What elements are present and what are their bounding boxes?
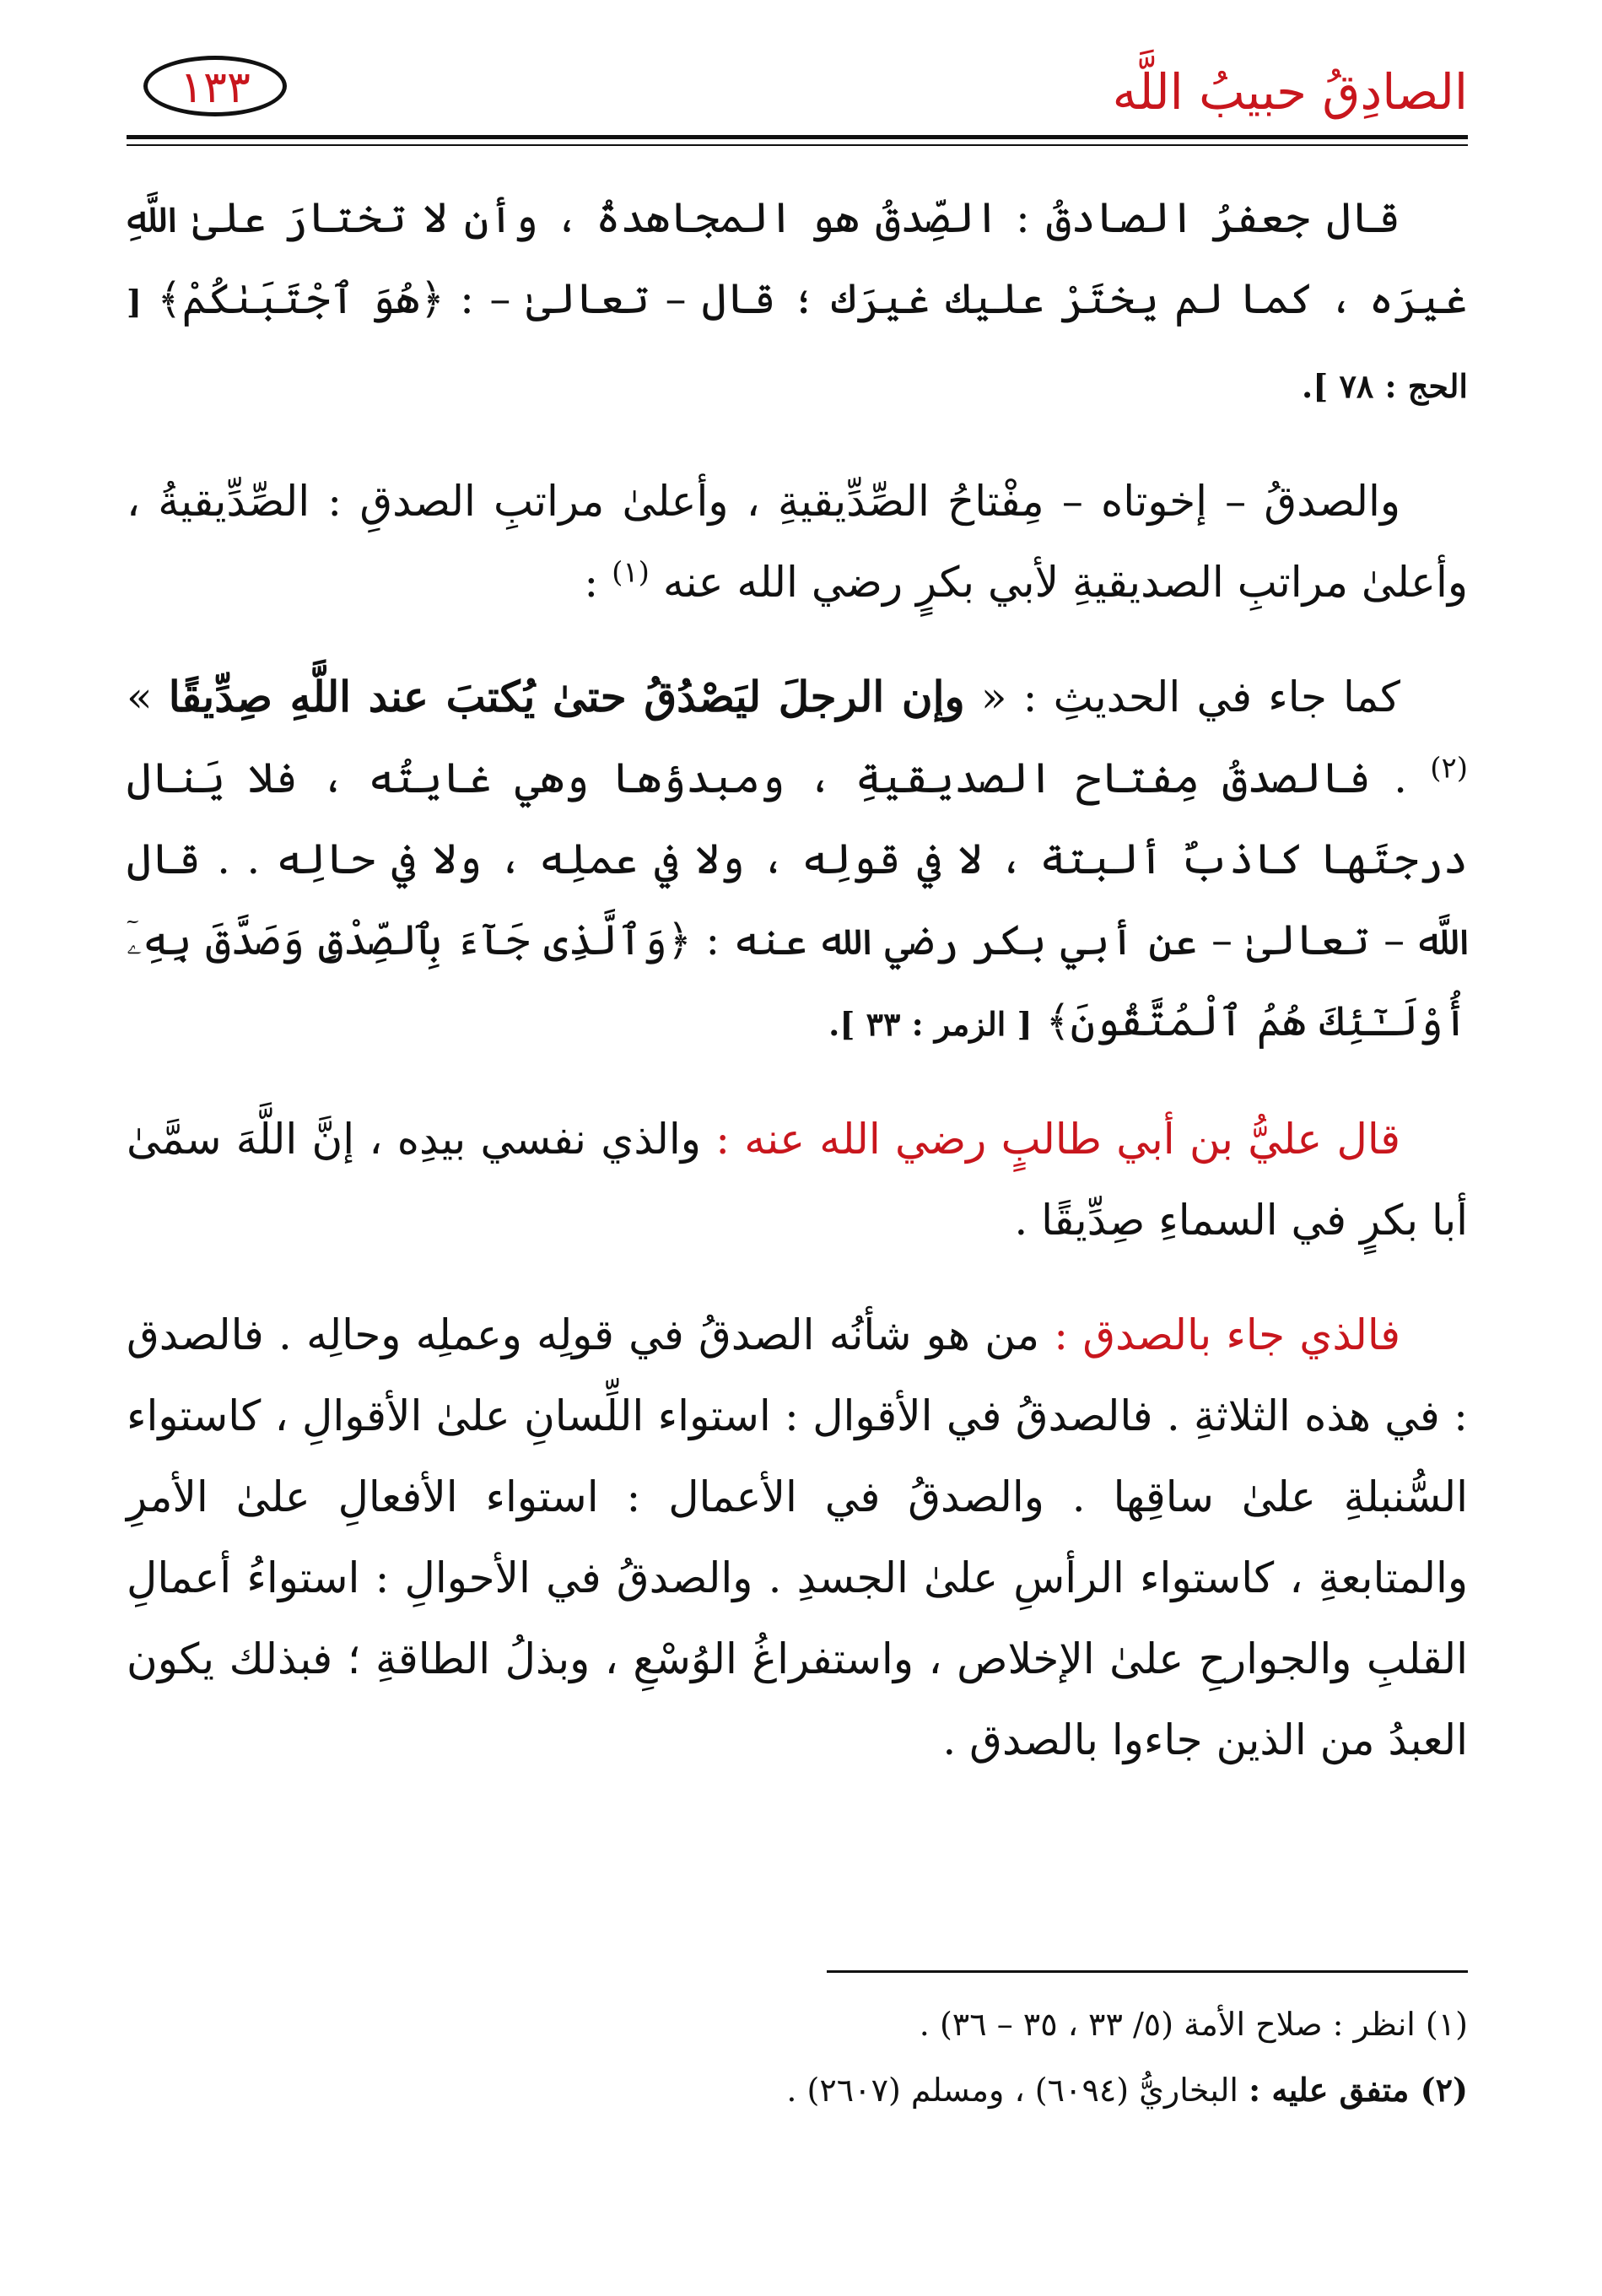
running-title: الصادِقُ حبيبُ اللَّه <box>1112 63 1468 121</box>
paragraph-4-lead: قال عليُّ بن أبي طالبٍ رضي الله عنه : <box>715 1115 1401 1164</box>
footnote-separator <box>827 1970 1468 1973</box>
paragraph-1-text: قال جعفرُ الصادقُ : الصِّدقُ هو المجاهدةُ ، وأن لا تختارَ علىٰ اللَّهِ غيرَه ، كما لم يختَرْ عليك غيرَك ؛ قال – تعالىٰ – : ﴿هُوَ ٱجْتَبَىٰكُمْ﴾ <box>127 193 1468 323</box>
body-text <box>127 177 1468 1814</box>
footnote-marker-1: (١) <box>612 555 650 590</box>
footnote-marker-2: (٢) <box>1430 751 1468 786</box>
running-header <box>127 51 1468 143</box>
paragraph-5-text: من هو شأنُه الصدقُ في قولِه وعملِه وحالِه . فالصدق : في هذه الثلاثةِ . فالصدقُ في الأقوال : استواء اللِّسانِ علىٰ الأقوالِ ، كاستواء السُّنبلةِ علىٰ ساقِها . والصدقُ في الأعمال : استواء الأفعالِ علىٰ الأمرِ والمتابعةِ ، كاستواء الرأسِ علىٰ الجسدِ . والصدقُ في الأحوالِ : استواءُ أعمالِ القلبِ والجوارحِ علىٰ الإخلاص ، واستفراغُ الوُسْعِ ، وبذلُ الطاقةِ ؛ فبذلك يكون العبدُ من الذين جاءوا بالصدق . <box>127 1310 1468 1764</box>
footnote-2 <box>127 2057 1468 2123</box>
footnote-2-label: (٢) متفق عليه : <box>1249 2071 1468 2109</box>
paragraph-3-intro: كما جاء في الحديثِ : « <box>980 673 1400 721</box>
paragraph-4-text: والذي نفسي بيدِه ، إنَّ اللَّهَ سمَّىٰ أبا بكرٍ في السماءِ صِدِّيقًا . <box>127 1115 1468 1245</box>
paragraph-5 <box>127 1294 1468 1780</box>
paragraph-2-text: والصدقُ – إخوتاه – مِفْتاحُ الصِّدِّيقيةِ ، وأعلىٰ مراتبِ الصدقِ : الصِّدِّيقيةُ ، وأعلىٰ مراتبِ الصديقيةِ لأبي بكرٍ رضي الله عنه <box>127 477 1468 607</box>
paragraph-3 <box>127 656 1468 1065</box>
paragraph-2 <box>127 461 1468 623</box>
quran-reference: [ الحج : ٧٨ ]. <box>127 283 1468 405</box>
book-page <box>127 51 1468 2245</box>
hadith-close: » <box>127 673 153 721</box>
paragraph-1 <box>127 177 1468 427</box>
hadith-quote: وإن الرجلَ ليَصْدُقُ حتىٰ يُكتبَ عند اللَّهِ صِدِّيقًا <box>168 672 965 721</box>
paragraph-2-end: : <box>584 558 599 607</box>
paragraph-3-text: . فالصدقُ مِفتاح الصديقيةِ ، ومبدؤها وهي غايتُه ، فلا يَنال درجتَها كاذبٌ ألبتة ، لا في قولِه ، ولا في عملِه ، ولا في حالِه . . قال اللَّه – تعالىٰ – عن أبي بكر رضي الله عنه : ﴿وَٱلَّذِى جَآءَ بِٱلصِّدْقِ وَصَدَّقَ بِهِۦٓ أُوْلَـٰٓئِكَ هُمُ ٱلْمُتَّقُونَ﴾ <box>127 754 1468 1045</box>
footnote-1: (١) انظر : صلاح الأمة (٥/ ٣٣ ، ٣٥ – ٣٦) . <box>919 2006 1468 2043</box>
page-number-oval <box>143 56 287 116</box>
page-number: ١٣٣ <box>180 62 251 113</box>
footnote-2-text: البخاريُّ (٦٠٩٤) ، ومسلم (٢٦٠٧) . <box>786 2072 1249 2109</box>
header-rule-thick <box>127 135 1468 139</box>
paragraph-4 <box>127 1099 1468 1261</box>
quran-reference: [ الزمر : ٣٣ ]. <box>828 1005 1033 1043</box>
paragraph-5-lead: فالذي جاء بالصدق : <box>1054 1310 1400 1359</box>
header-rule-thin <box>127 144 1468 146</box>
footnotes <box>127 1991 1468 2123</box>
